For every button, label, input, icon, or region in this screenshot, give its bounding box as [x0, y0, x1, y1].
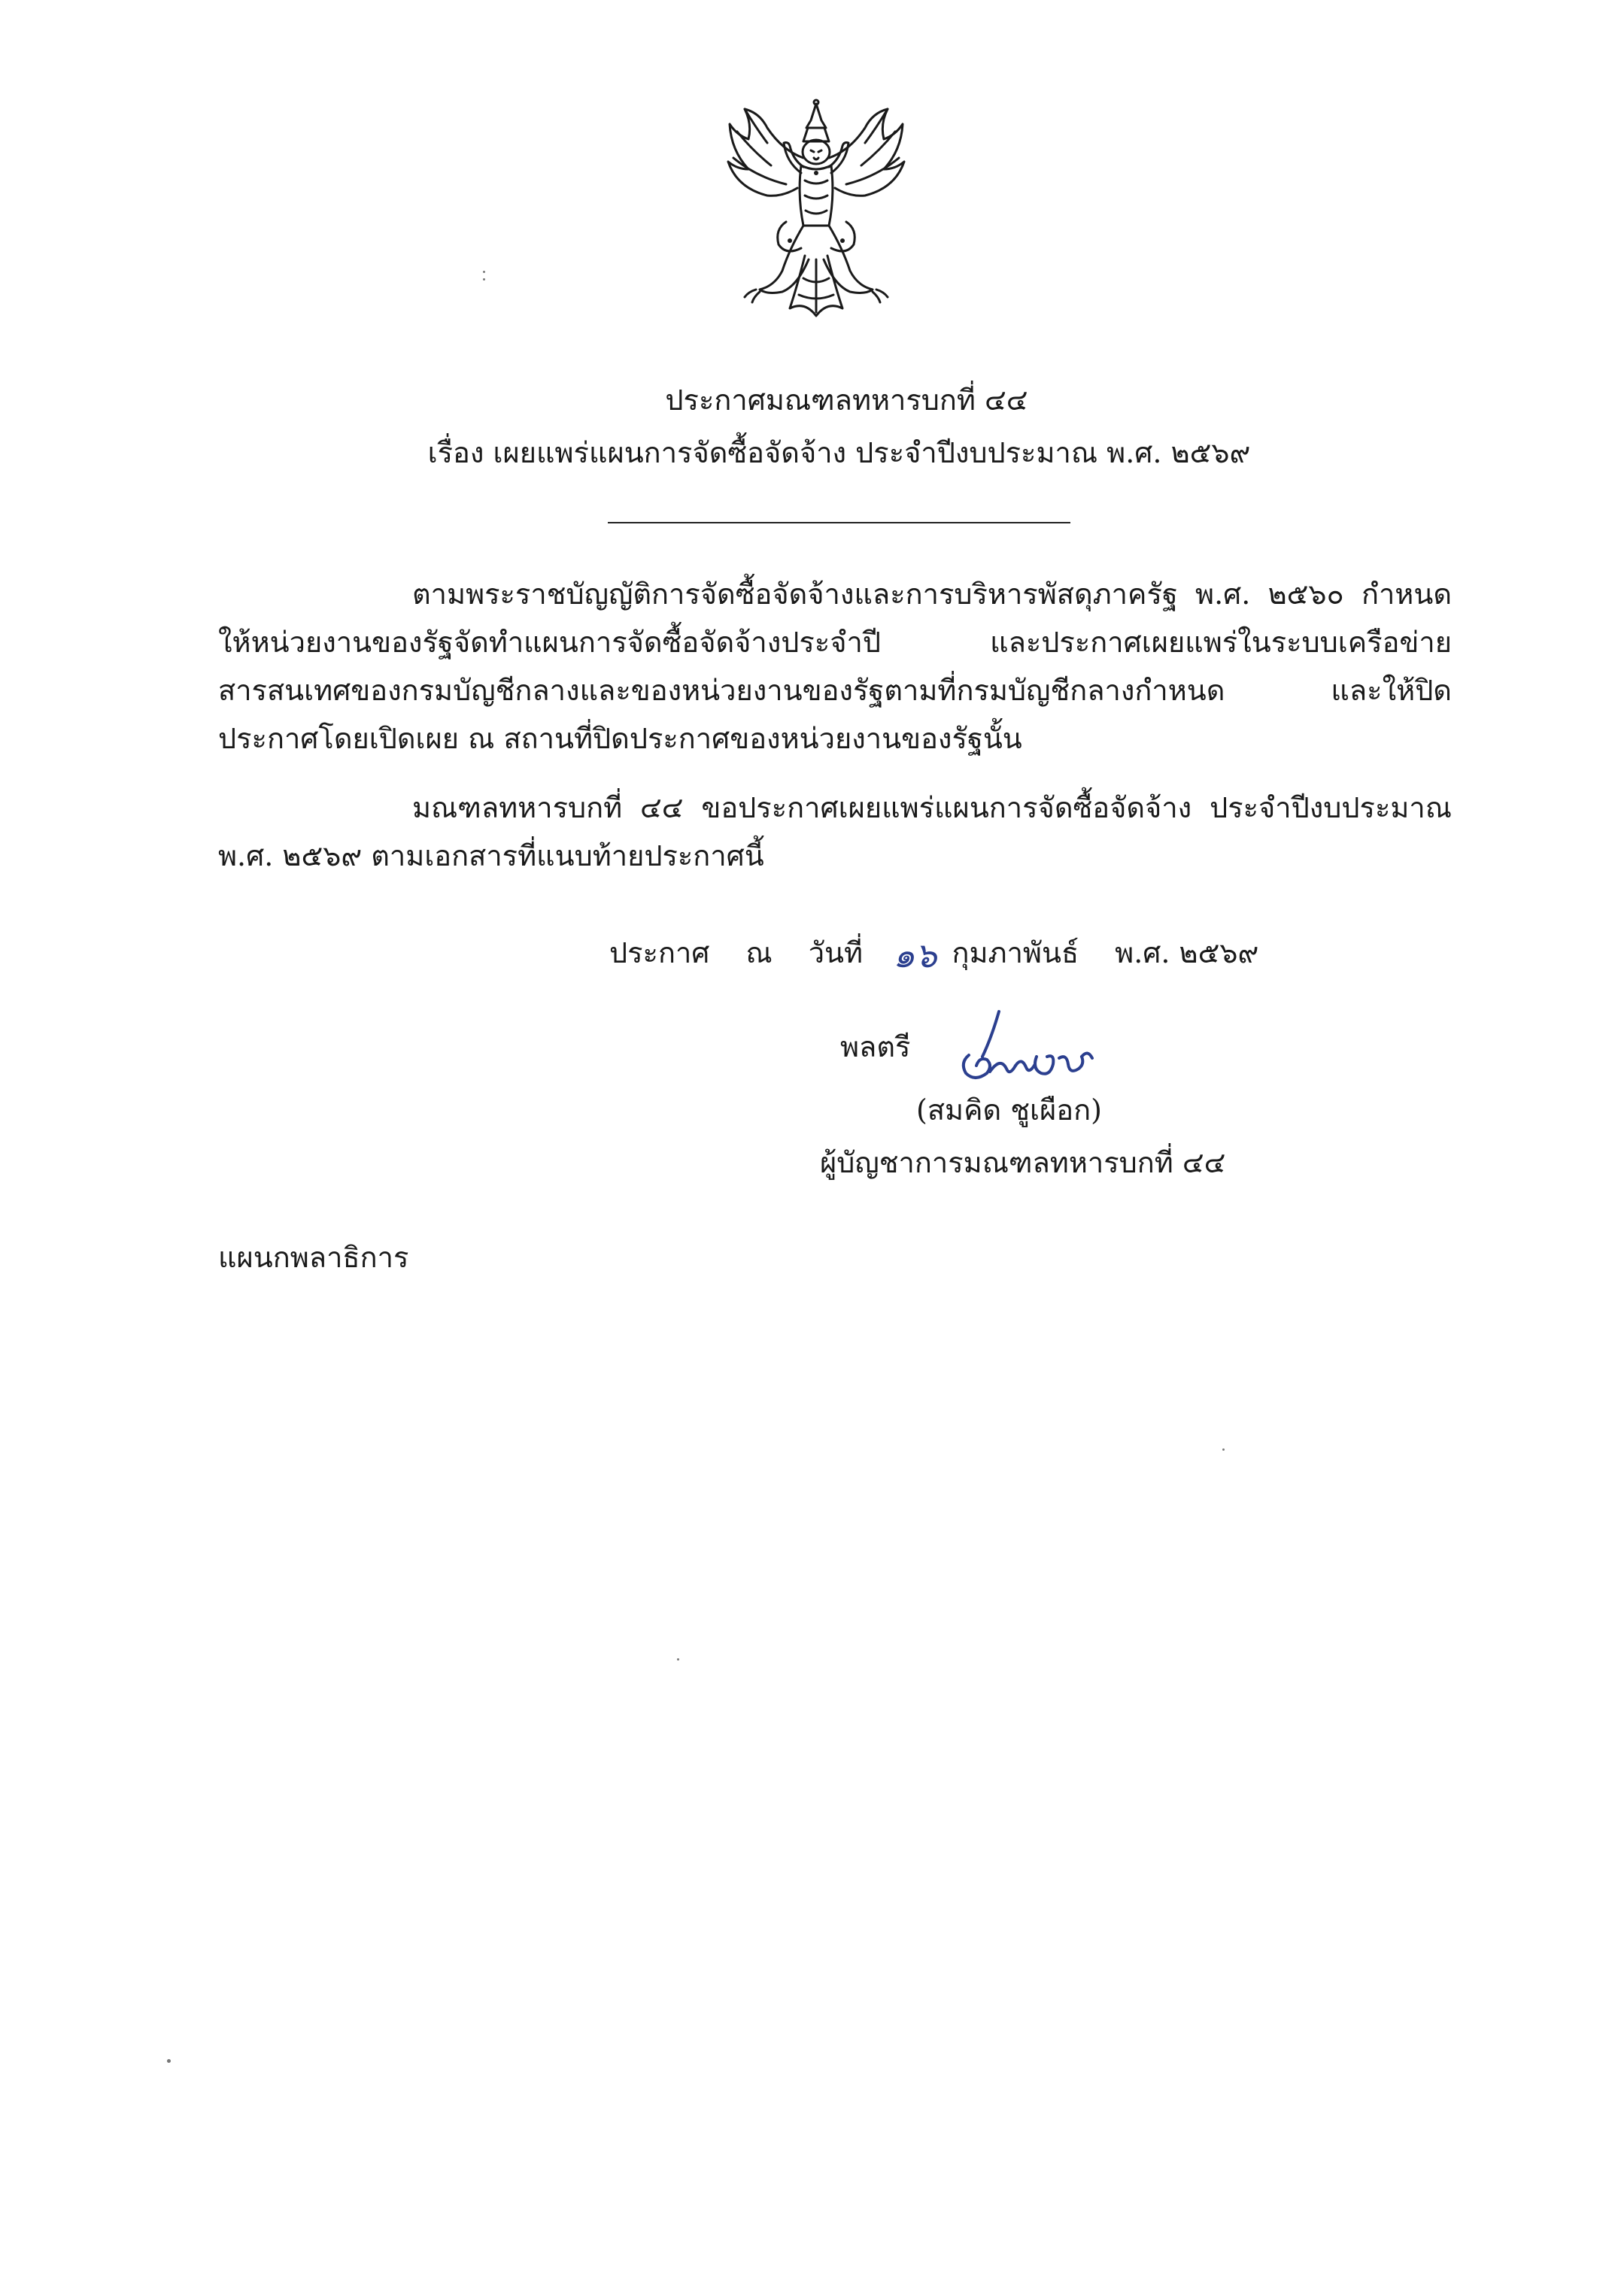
scan-speck [1222, 1448, 1225, 1451]
scan-speck [483, 271, 485, 273]
signatory-rank: พลตรี [840, 1030, 911, 1063]
body-paragraph-2: มณฑลทหารบกที่ ๔๔ ขอประกาศเผยแพร่แผนการจัดซื้อจัดจ้าง ประจำปีงบประมาณ พ.ศ. ๒๕๖๙ ตามเอกสารที่แนบท้ายประกาศนี้ [218, 791, 1452, 872]
date-line [609, 930, 1259, 975]
department-label: แผนกพลาธิการ [218, 1241, 409, 1274]
date-announced-label: ประกาศ [609, 936, 710, 969]
handwritten-day: ๑๖ [893, 935, 937, 975]
signatory-name: (สมคิด ชูเผือก) [916, 1093, 1102, 1127]
scan-speck [483, 278, 485, 281]
signatory-position: ผู้บัญชาการมณฑลทหารบกที่ ๔๔ [820, 1146, 1226, 1179]
garuda-emblem-icon [715, 98, 918, 323]
date-month: กุมภาพันธ์ [952, 936, 1079, 969]
handwritten-signature [954, 1004, 1104, 1087]
scan-speck [677, 1658, 679, 1661]
date-year: พ.ศ. ๒๕๖๙ [1115, 936, 1259, 969]
date-at-label: ณ [745, 936, 773, 969]
announcement-subject: เรื่อง เผยแพร่แผนการจัดซื้อจัดจ้าง ประจำปีงบประมาณ พ.ศ. ๒๕๖๙ [427, 436, 1251, 469]
announcement-title: ประกาศมณฑลทหารบกที่ ๔๔ [665, 384, 1028, 417]
title-divider [608, 522, 1070, 523]
date-day-label: วันที่ [808, 936, 864, 969]
body-paragraph-1: ตามพระราชบัญญัติการจัดซื้อจัดจ้างและการบริหารพัสดุภาครัฐ พ.ศ. ๒๕๖๐ กำหนดให้หน่วยงานของรัฐจัดทำแผนการจัดซื้อจัดจ้างประจำปี และประกาศเผยแพร่ในระบบเครือข่ายสารสนเทศของกรมบัญชีกลางและของหน่วยงานของรัฐตามที่กรมบัญชีกลางกำหนด และให้ปิดประกาศโดยเปิดเผย ณ สถานที่ปิดประกาศของหน่วยงานของรัฐนั้น [218, 578, 1452, 755]
scan-speck [167, 2059, 171, 2063]
